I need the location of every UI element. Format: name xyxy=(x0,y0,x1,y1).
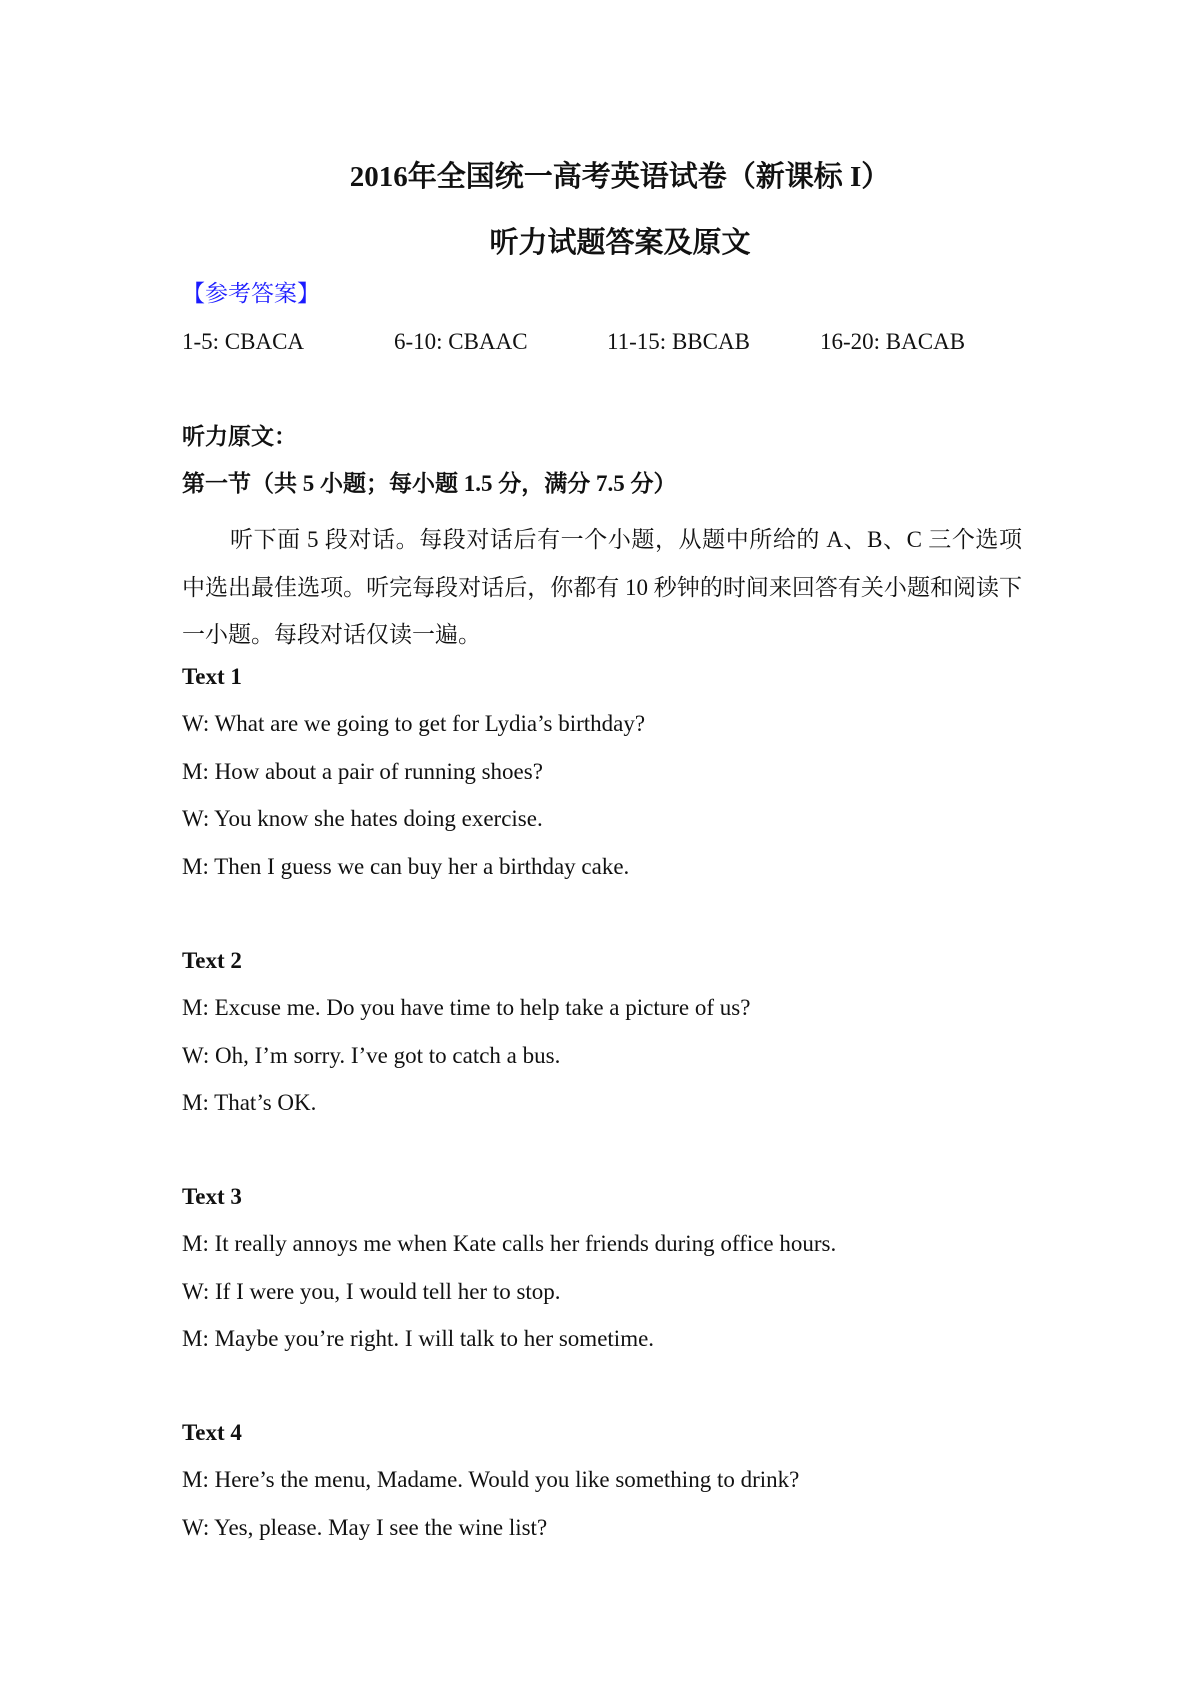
dialogue-line: M: Maybe you’re right. I will talk to her sometime. xyxy=(182,1326,655,1351)
transcript-label: 听力原文： xyxy=(182,424,297,449)
document-title: 2016年全国统一高考英语试卷（新课标 I） xyxy=(349,161,891,193)
dialogue-line: M: Here’s the menu, Madame. Would you like something to drink? xyxy=(182,1467,800,1492)
dialogue-line: M: Then I guess we can buy her a birthday cake. xyxy=(182,853,630,879)
dialogue-text-2 xyxy=(182,946,1062,1136)
dialogue-line: W: Oh, I’m sorry. I’ve got to catch a bus. xyxy=(182,1042,561,1068)
dialogue-text-1 xyxy=(182,662,1062,899)
dialogue-line: W: Yes, please. May I see the wine list? xyxy=(182,1514,548,1540)
dialogue-line: W: What are we going to get for Lydia’s birthday? xyxy=(182,711,646,736)
answer-group: 1-5: CBACA xyxy=(182,329,305,354)
reference-answer-label: 【参考答案】 xyxy=(182,281,320,306)
answer-group: 6-10: CBAAC xyxy=(394,329,528,354)
dialogue-line: M: How about a pair of running shoes? xyxy=(182,758,543,784)
document-subtitle: 听力试题答案及原文 xyxy=(489,227,751,259)
dialogue-line: M: That’s OK. xyxy=(182,1090,317,1115)
dialogue-title: Text 2 xyxy=(182,948,242,973)
dialogue-title: Text 3 xyxy=(182,1184,242,1209)
dialogue-title: Text 1 xyxy=(182,664,242,689)
section-heading: 第一节（共 5 小题；每小题 1.5 分，满分 7.5 分） xyxy=(182,471,677,496)
dialogue-line: M: It really annoys me when Kate calls her friends during office hours. xyxy=(182,1231,837,1256)
dialogue-line: M: Excuse me. Do you have time to help take a picture of us? xyxy=(182,995,751,1020)
dialogue-line: W: You know she hates doing exercise. xyxy=(182,806,543,831)
dialogue-text-3 xyxy=(182,1182,1062,1372)
dialogue-title: Text 4 xyxy=(182,1420,242,1445)
dialogue-text-4 xyxy=(182,1418,1062,1560)
answer-group: 11-15: BBCAB xyxy=(607,329,750,354)
section-instructions: 听下面 5 段对话。每段对话后有一个小题，从题中所给的 A、B、C 三个选项中选出最佳选项。听完每段对话后，你都有 10 秒钟的时间来回答有关小题和阅读下一小题。每段对话仅读一遍。 xyxy=(182,527,1022,647)
dialogue-line: W: If I were you, I would tell her to stop. xyxy=(182,1278,561,1304)
answer-group: 16-20: BACAB xyxy=(820,329,966,354)
